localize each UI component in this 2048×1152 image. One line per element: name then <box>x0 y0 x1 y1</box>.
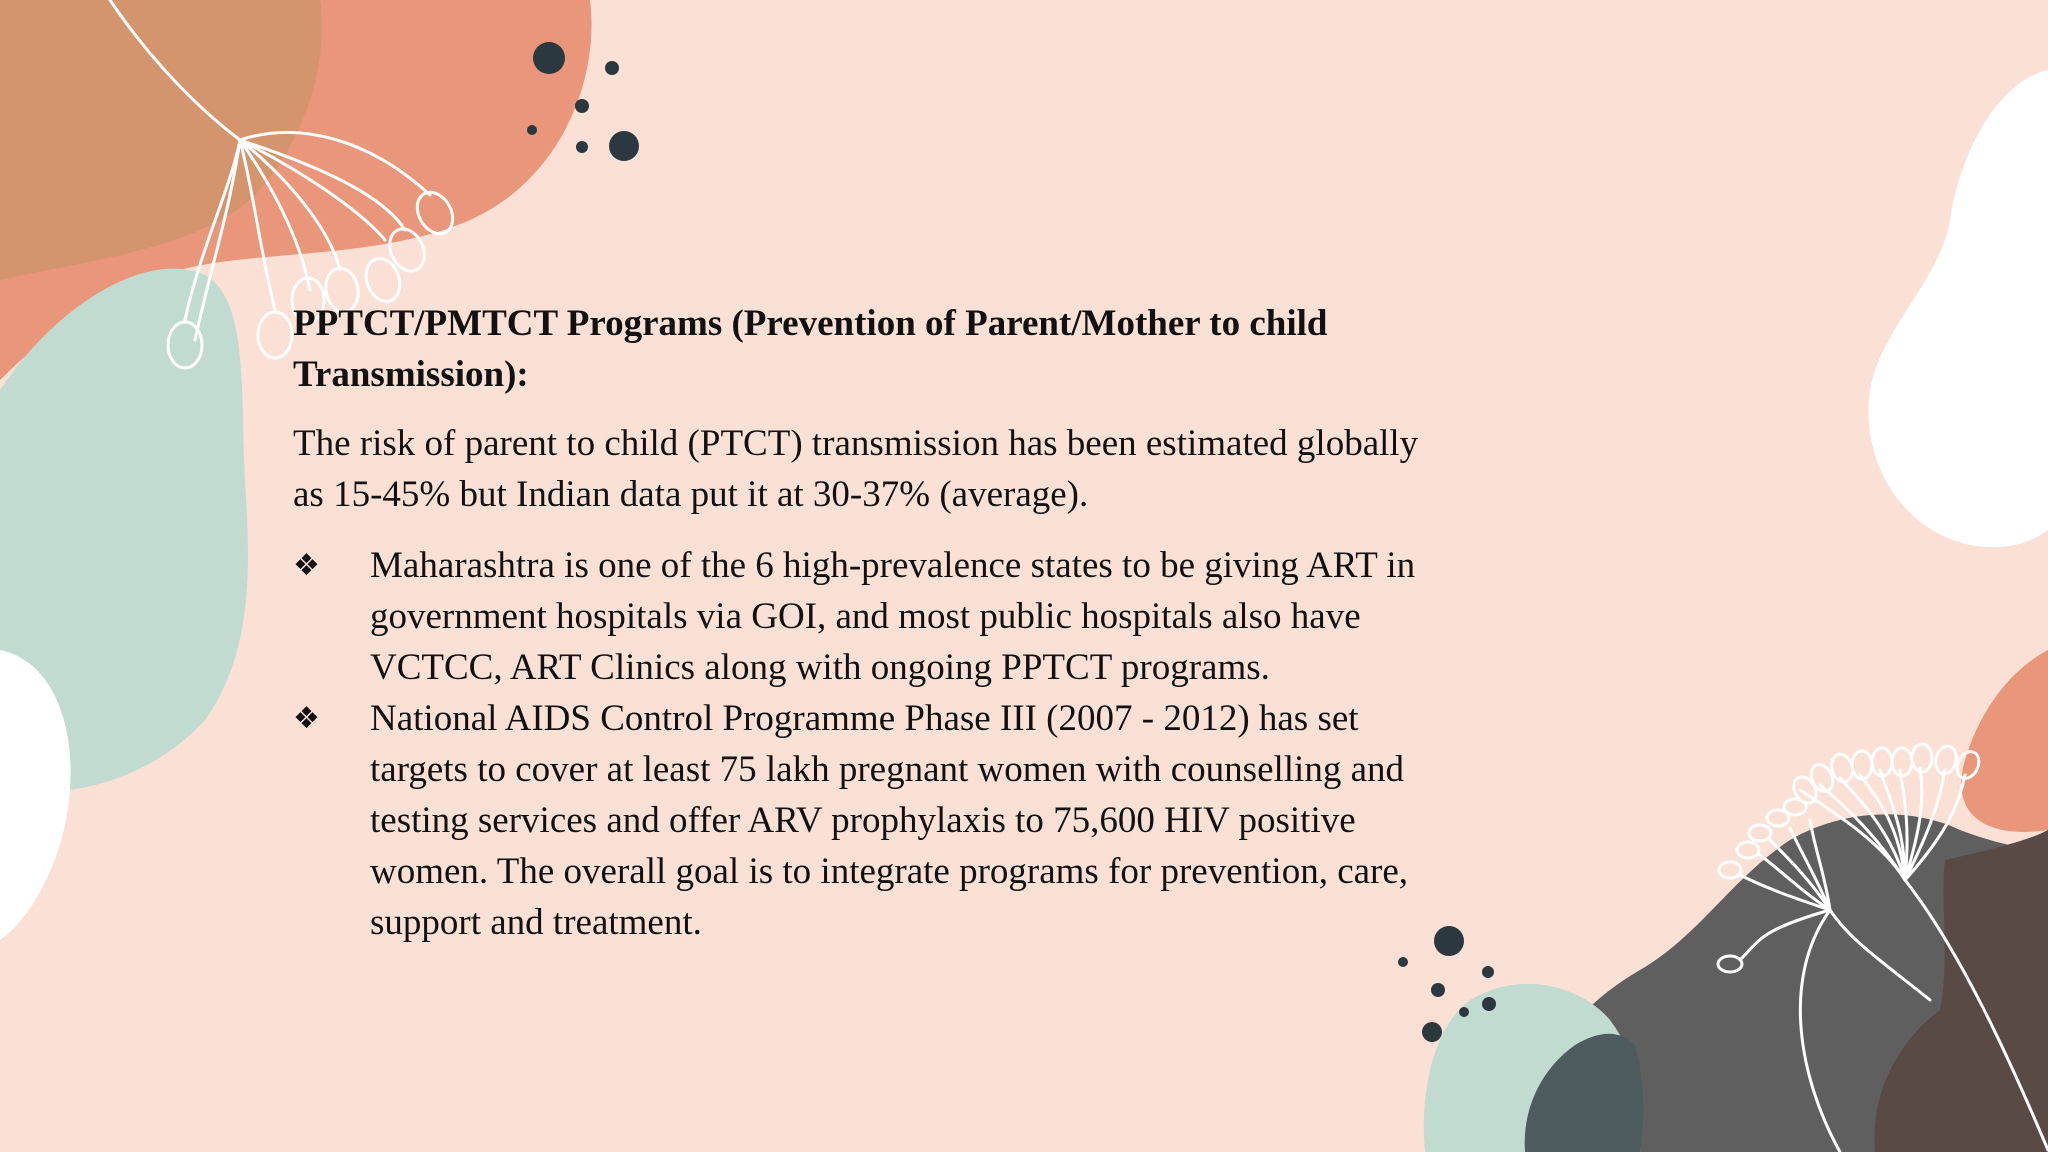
peach-blob-bottom-right <box>1961 650 2048 832</box>
slide-content <box>293 298 1423 948</box>
bullet-item <box>293 693 1423 948</box>
bullet-item <box>293 540 1423 693</box>
bullet-text: National AIDS Control Programme Phase III (2007 - 2012) has set targets to cover at least 75 lakh pregnant women with counselling and testing services and offer ARV prophylaxis to 75,600 HIV positive women. The overall goal is to integrate programs for prevention, care, support and treatment. <box>370 698 1409 943</box>
bullet-list <box>293 540 1423 948</box>
diamond-bullet-icon: ❖ <box>293 548 320 583</box>
intro-paragraph: The risk of parent to child (PTCT) transmission has been estimated globally as 15-45% but Indian data put it at 30-37% (average). <box>293 423 1419 515</box>
white-blob-right <box>1868 70 2048 547</box>
slide-heading: PPTCT/PMTCT Programs (Prevention of Parent/Mother to child Transmission): <box>293 303 1328 395</box>
bullet-text: Maharashtra is one of the 6 high-prevalence states to be giving ART in government hospitals via GOI, and most public hospitals also have VCTCC, ART Clinics along with ongoing PPTCT programs. <box>370 545 1416 688</box>
diamond-bullet-icon: ❖ <box>293 701 320 736</box>
